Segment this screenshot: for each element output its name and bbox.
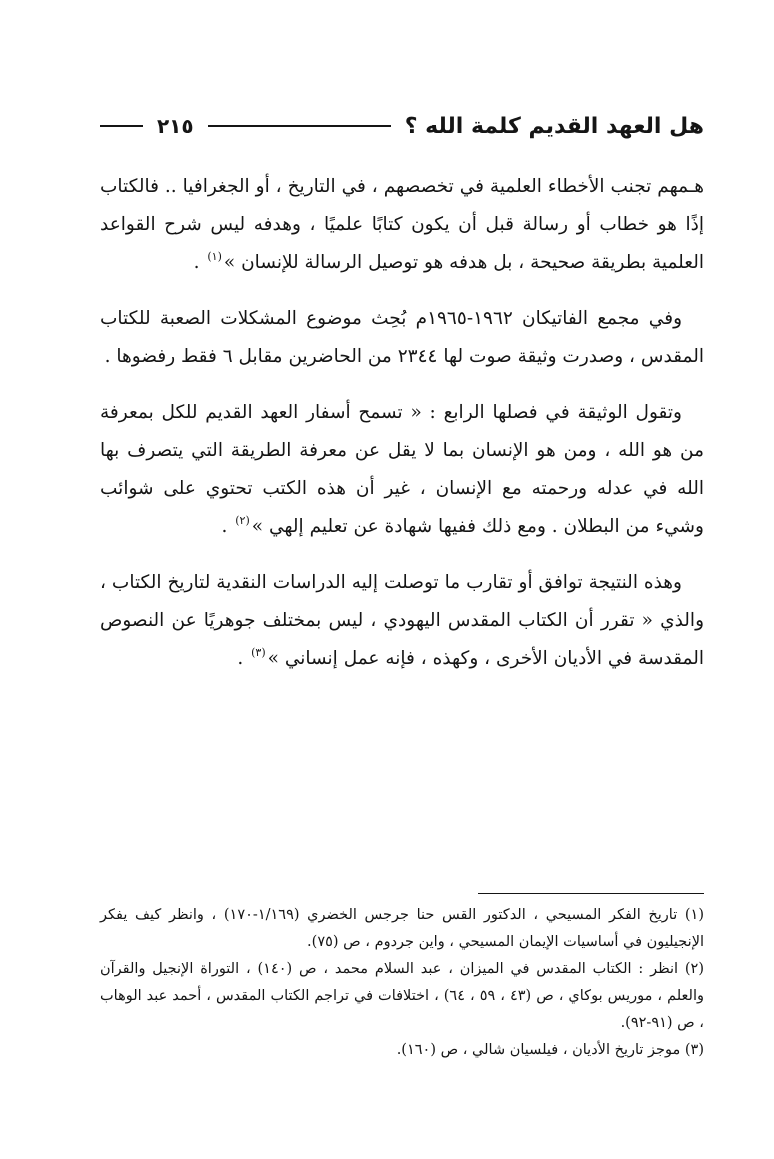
page-number: ٢١٥ [156,114,194,138]
running-header [100,108,704,144]
footnotes [100,902,704,1064]
footnote-item: (٣) موجز تاريخ الأديان ، فيلسيان شالي ، ص (١٦٠). [396,1042,704,1058]
header-rule-long [208,125,391,127]
paragraph: وفي مجمع الفاتيكان ١٩٦٢-١٩٦٥م بُحِث موضوع المشكلات الصعبة للكتاب المقدس ، وصدرت وثيقة صوت لها ٢٣٤٤ من الحاضرين مقابل ٦ فقط رفضوها . [100,308,704,367]
header-rule-short [100,125,143,127]
running-title: هل العهد القديم كلمة الله ؟ [404,113,704,139]
main-text [100,168,704,696]
footnote-item: (٢) انظر : الكتاب المقدس في الميزان ، عبد السلام محمد ، ص (١٤٠) ، التوراة الإنجيل والقرآن والعلم ، موريس بوكاي ، ص (٤٣ ، ٥٩ ، ٦٤) ، اختلافات في تراجم الكتاب المقدس ، أحمد عبد الوهاب ، ص (٩١-٩٢). [100,961,704,1031]
footnote-ref[interactable]: (٢) [235,514,250,527]
paragraph: وتقول الوثيقة في فصلها الرابع : « تسمح أسفار العهد القديم للكل بمعرفة من هو الله ، ومن هو الإنسان بما لا يقل عن معرفة الطريقة التي يتصرف بها الله في عدله ورحمته مع الإنسان ، غير أن هذه الكتب تحتوي على شوائب وشيء من البطلان . ومع ذلك ففيها شهادة عن تعليم إلهي »$^{(٢)}$ . [100,402,704,537]
footnote-ref[interactable]: (٣) [251,646,266,659]
footnote-separator [478,893,704,894]
paragraph: هـمهم تجنب الأخطاء العلمية في تخصصهم ، في التاريخ ، أو الجغرافيا .. فالكتاب إذًا هو خطاب أو رسالة قبل أن يكون كتابًا علميًا ، وهدفه ليس شرح القواعد العلمية بطريقة صحيحة ، بل هدفه هو توصيل الرسالة للإنسان »$^{(١)}$ . [100,176,704,273]
footnote-ref[interactable]: (١) [207,250,222,263]
paragraph: وهذه النتيجة توافق أو تقارب ما توصلت إليه الدراسات النقدية لتاريخ الكتاب ، والذي « تقرر أن الكتاب المقدس اليهودي ، ليس بمختلف جوهريًا عن النصوص المقدسة في الأديان الأخرى ، وكهذه ، فإنه عمل إنساني »$^{(٣)}$ . [100,572,704,669]
footnote-item: (١) تاريخ الفكر المسيحي ، الدكتور القس حنا جرجس الخضري (١/١٦٩-١٧٠) ، وانظر كيف يفكر الإنجيليون في أساسيات الإيمان المسيحي ، واين جردوم ، ص (٧٥). [100,907,704,950]
